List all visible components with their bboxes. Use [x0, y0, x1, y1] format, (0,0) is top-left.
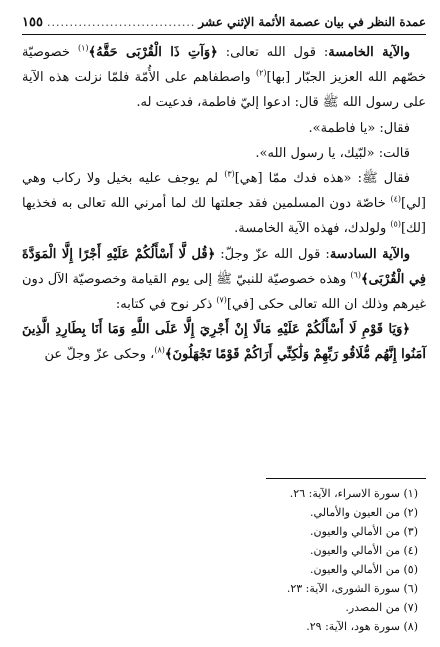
page-number: ١٥٥ — [22, 15, 43, 30]
emphasized-text: ﴿قُل لَّا أَسْأَلُكُمْ عَلَيْهِ أَجْرًا إِلَّا الْمَوَدَّةَ فِي الْقُرْبَى﴾ — [22, 246, 427, 287]
text-run: وهذه خصوصيّة للنبيّ ﷺ إلى يوم القيامة وخصوصيّة الآل دون غيرهم وذلك ان الله تعالى حكى [في] — [22, 271, 426, 313]
paragraph — [22, 166, 426, 242]
footnote-ref: (٦) — [350, 270, 361, 280]
emphasized-text: ﴿وَيَا قَوْمِ لَا أَسْأَلُكُمْ عَلَيْهِ مَالًا إِنْ أَجْرِيَ إِلَّا عَلَى اللَّهِ وَمَا أَنَا بِطَارِدِ الَّذِينَ آمَنُوا إِنَّهُم مُّلَاقُو رَبِّهِمْ وَلَٰكِنِّي أَرَاكُمْ قَوْمًا تَجْهَلُونَ﴾ — [22, 322, 426, 363]
footnote-item: (٧) من المصدر. — [345, 601, 418, 614]
paragraph — [22, 116, 426, 141]
text-run: ذكر نوح في كتابه: — [115, 297, 217, 313]
text-run: : قول الله تعالى: — [217, 45, 329, 60]
footnote-ref: (٨) — [154, 346, 165, 356]
footnote-separator — [266, 478, 426, 479]
footnote-ref: (٥) — [390, 220, 401, 230]
emphasized-text: والآية السادسة — [329, 246, 410, 262]
leader-dots — [46, 15, 195, 31]
paragraph — [22, 40, 426, 116]
emphasized-text: ﴿وَآتِ ذَا الْقُرْبَى حَقَّهُ﴾ — [88, 45, 218, 60]
footnote-item: (٦) سورة الشورى، الآية: ٢٣. — [286, 582, 418, 595]
text-run: واصطفاهم على الأُمّة فلمّا نزلت هذه الآية على رسول الله ﷺ قال: ادعوا إليّ فاطمة، فدعيت له. — [22, 70, 426, 111]
footnote-item: (٢) من العيون والأمالي. — [310, 506, 418, 519]
running-title: عمدة النظر في بيان عصمة الأئمة الإثني عشر — [198, 15, 426, 29]
emphasized-text: والآية الخامسة — [328, 45, 410, 60]
text-run: فقال ﷺ: «هذه فدك ممّا [هي] — [234, 171, 410, 187]
header-rule — [22, 34, 426, 35]
text-run: ، وحكى عزّ وجلّ عن — [44, 347, 155, 363]
text-run: لم يوجف عليه بخيل ولا ركاب وهي [لي] — [22, 171, 426, 212]
text-run: ولولدك، فهذه الآية الخامسة. — [234, 221, 391, 237]
footnote-ref: (١) — [77, 43, 89, 53]
footnote-item: (٨) سورة هود، الآية: ٢٩. — [306, 620, 418, 633]
text-run: خصوصيّة خصّهم الله العزيز الجبّار [بها] — [22, 45, 426, 86]
footnote-item: (٤) من الأمالي والعيون. — [310, 544, 418, 557]
footnote-ref: (٧) — [216, 295, 227, 305]
text-run: قالت: «لبّيك، يا رسول الله». — [255, 145, 410, 161]
page-header — [22, 14, 426, 31]
footnote-ref: (٢) — [255, 68, 267, 78]
text-run: : قول الله عزّ وجلّ: — [215, 246, 330, 262]
footnote-ref: (٣) — [224, 169, 235, 179]
paragraph — [22, 242, 426, 318]
footnote-item: (١) سورة الاسراء، الآية: ٢٦. — [289, 487, 418, 500]
footnotes — [22, 484, 418, 636]
paragraph — [22, 317, 426, 367]
footnote-ref: (٤) — [390, 194, 402, 204]
footnote-item: (٣) من الأمالي والعيون. — [310, 525, 418, 538]
main-text — [22, 40, 426, 368]
text-run: خاصّة دون المسلمين فقد جعلتها لك لما أمرني الله تعالى به فخذيها [لك] — [22, 196, 426, 237]
paragraph — [22, 141, 426, 166]
text-run: فقال: «يا فاطمة». — [308, 120, 410, 136]
footnote-item: (٥) من الأمالي والعيون. — [310, 563, 418, 576]
